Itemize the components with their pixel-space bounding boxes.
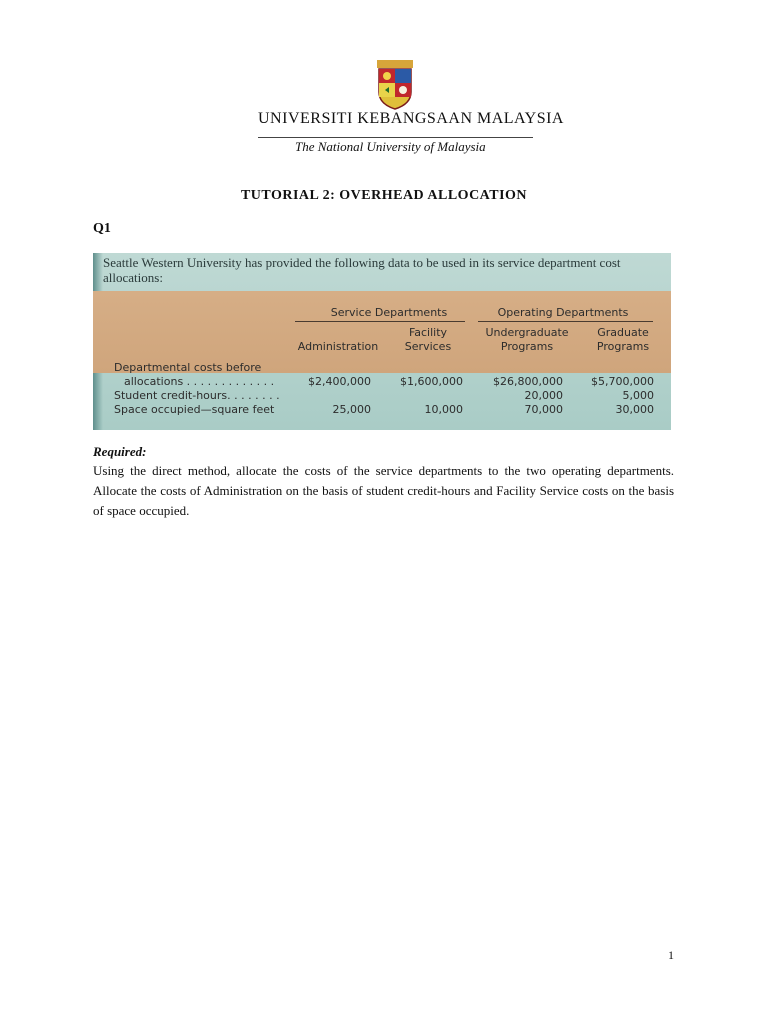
cell-grad-credit-hours: 5,000 <box>622 389 654 402</box>
row-label-space: Space occupied—square feet <box>114 403 275 416</box>
cell-undergrad-credit-hours: 20,000 <box>524 389 563 402</box>
university-name: UNIVERSITI KEBANGSAAN MALAYSIA <box>258 110 564 127</box>
question-label: Q1 <box>93 221 111 236</box>
cell-undergrad-costs: $26,800,000 <box>493 375 563 388</box>
cell-undergrad-space: 70,000 <box>524 403 563 416</box>
required-heading: Required: <box>93 444 147 459</box>
cell-admin-costs: $2,400,000 <box>308 375 371 388</box>
col-grad-line-1: Graduate <box>597 326 649 339</box>
table-intro <box>103 255 663 285</box>
cell-facility-costs: $1,600,000 <box>400 375 463 388</box>
col-facility-line-1: Facility <box>408 326 448 339</box>
university-subtitle: The National University of Malaysia <box>295 139 486 154</box>
page-title: TUTORIAL 2: OVERHEAD ALLOCATION <box>240 188 528 203</box>
row-label-costs-line-2: allocations . . . . . . . . . . . . . <box>124 375 275 388</box>
table-intro-line-2: allocations: <box>103 270 163 285</box>
cell-facility-space: 10,000 <box>424 403 463 416</box>
header-divider <box>258 137 533 138</box>
group-header-service: Service Departments <box>330 306 448 319</box>
university-header <box>0 52 768 162</box>
col-undergrad-line-2: Programs <box>500 340 554 353</box>
col-grad-line-2: Programs <box>596 340 650 353</box>
row-label-credit-hours: Student credit-hours. . . . . . . . <box>114 389 280 402</box>
cell-admin-space: 25,000 <box>332 403 371 416</box>
page-number: 1 <box>668 948 674 962</box>
ukm-crest-icon <box>375 60 415 110</box>
row-label-costs-line-1: Departmental costs before <box>114 361 262 374</box>
group-rule-service <box>295 321 465 322</box>
table-intro-line-1: Seattle Western University has provided the following data to be used in its service department cost <box>103 255 621 270</box>
cell-grad-space: 30,000 <box>615 403 654 416</box>
col-administration: Administration <box>297 340 379 353</box>
question-body: Using the direct method, allocate the costs of the service departments to the two operating departments. Allocate the costs of Administration on the basis of student credit-hours and Facility Service costs on the basis of space occupied. <box>93 463 674 518</box>
group-header-operating: Operating Departments <box>497 306 629 319</box>
scanned-data-table <box>93 253 671 430</box>
col-undergrad-line-1: Undergraduate <box>485 326 569 339</box>
group-rule-operating <box>478 321 653 322</box>
col-facility-line-2: Services <box>404 340 452 353</box>
cell-grad-costs: $5,700,000 <box>591 375 654 388</box>
